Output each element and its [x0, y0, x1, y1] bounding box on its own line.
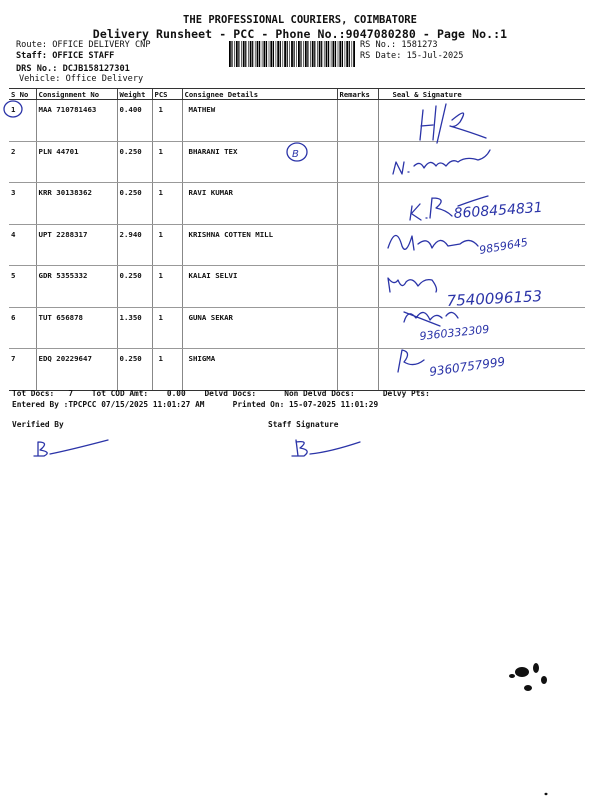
handwritten-phone-row4: 8608454831 — [453, 199, 544, 222]
cell-sno: 6 — [9, 307, 36, 349]
staff-signature-label: Staff Signature — [268, 420, 339, 429]
rs-number: RS No.: 1581273 — [360, 40, 438, 50]
cell-pcs: 1 — [152, 224, 182, 266]
cell-consignment: KRR 30138362 — [36, 183, 117, 225]
verified-by-label: Verified By — [12, 420, 64, 429]
totals-line: Tot Docs: 7 Tot COD Amt: 0.00 Delvd Docs: Non Delvd Docs: Delvy Pts: — [12, 389, 430, 398]
handwritten-phone-row6: 7540096153 — [446, 287, 543, 310]
cell-sno: 1 — [9, 100, 36, 142]
signature-row4 — [388, 235, 478, 250]
drs-number: DRS No.: DCJB158127301 — [16, 64, 130, 74]
cell-weight: 0.250 — [117, 183, 152, 225]
cell-weight: 1.350 — [117, 307, 152, 349]
cell-pcs: 1 — [152, 307, 182, 349]
cell-consignment: TUT 656878 — [36, 307, 117, 349]
cell-weight: 0.400 — [117, 100, 152, 142]
staff-label: Staff: OFFICE STAFF — [16, 51, 115, 61]
circle-mark — [4, 101, 22, 117]
route-label: Route: OFFICE DELIVERY CNP — [16, 40, 151, 50]
cell-consignment: UPT 2288317 — [36, 224, 117, 266]
col-header-remarks: Remarks — [337, 89, 378, 100]
cell-pcs: 1 — [152, 100, 182, 142]
signature-row7 — [398, 350, 424, 372]
col-header-consignee: Consignee Details — [182, 89, 337, 100]
col-header-pcs: PCS — [152, 89, 182, 100]
signature-row2 — [393, 150, 490, 174]
cell-consignment: MAA 710781463 — [36, 100, 117, 142]
cell-weight: 0.250 — [117, 141, 152, 183]
cell-weight: 0.250 — [117, 349, 152, 391]
handwritten-phone-row6b: 9360332309 — [418, 322, 490, 343]
cell-pcs: 1 — [152, 141, 182, 183]
ink-blot — [509, 663, 548, 795]
cell-consignee: GUNA SEKAR — [182, 307, 337, 349]
rs-date: RS Date: 15-Jul-2025 — [360, 51, 464, 61]
runsheet-title: Delivery Runsheet - PCC - Phone No.:9047080280 - Page No.:1 — [92, 27, 508, 41]
signature-staff — [292, 440, 360, 456]
handwritten-phone-row7: 9360757999 — [428, 354, 507, 379]
cell-consignee: KALAI SELVI — [182, 266, 337, 308]
cell-pcs: 1 — [152, 266, 182, 308]
cell-sno: 4 — [9, 224, 36, 266]
handwritten-phone-row4b: 9859645 — [478, 235, 529, 257]
cell-consignee: RAVI KUMAR — [182, 183, 337, 225]
cell-sno: 3 — [9, 183, 36, 225]
cell-consignment: EDQ 20229647 — [36, 349, 117, 391]
col-header-signature: Seal & Signature — [378, 89, 585, 100]
cell-consignee: SHIGMA — [182, 349, 337, 391]
cell-sno: 7 — [9, 349, 36, 391]
col-header-consignment: Consignment No — [36, 89, 117, 100]
vehicle-label: Vehicle: Office Delivery — [19, 74, 144, 84]
cell-sno: 2 — [9, 141, 36, 183]
cell-weight: 2.940 — [117, 224, 152, 266]
signature-verified — [34, 440, 108, 456]
cell-consignee: BHARANI TEX — [182, 141, 337, 183]
col-header-sno: S No — [9, 89, 36, 100]
cell-consignee: KRISHNA COTTEN MILL — [182, 224, 337, 266]
signature-hr — [420, 104, 486, 143]
cell-pcs: 1 — [152, 349, 182, 391]
signature-row5 — [388, 278, 437, 292]
signature-row6 — [404, 312, 458, 326]
cell-sno: 5 — [9, 266, 36, 308]
cell-pcs: 1 — [152, 183, 182, 225]
entered-by-line: Entered By :TPCPCC 07/15/2025 11:01:27 AM Printed On: 15-07-2025 11:01:29 — [12, 400, 379, 409]
cell-weight: 0.250 — [117, 266, 152, 308]
col-header-weight: Weight — [117, 89, 152, 100]
handwritten-mark-row2: B — [292, 149, 299, 160]
cell-consignment: PLN 44701 — [36, 141, 117, 183]
cell-consignment: GDR 5355332 — [36, 266, 117, 308]
cell-consignee: MATHEW — [182, 100, 337, 142]
company-name: THE PROFESSIONAL COURIERS, COIMBATORE — [183, 14, 417, 26]
